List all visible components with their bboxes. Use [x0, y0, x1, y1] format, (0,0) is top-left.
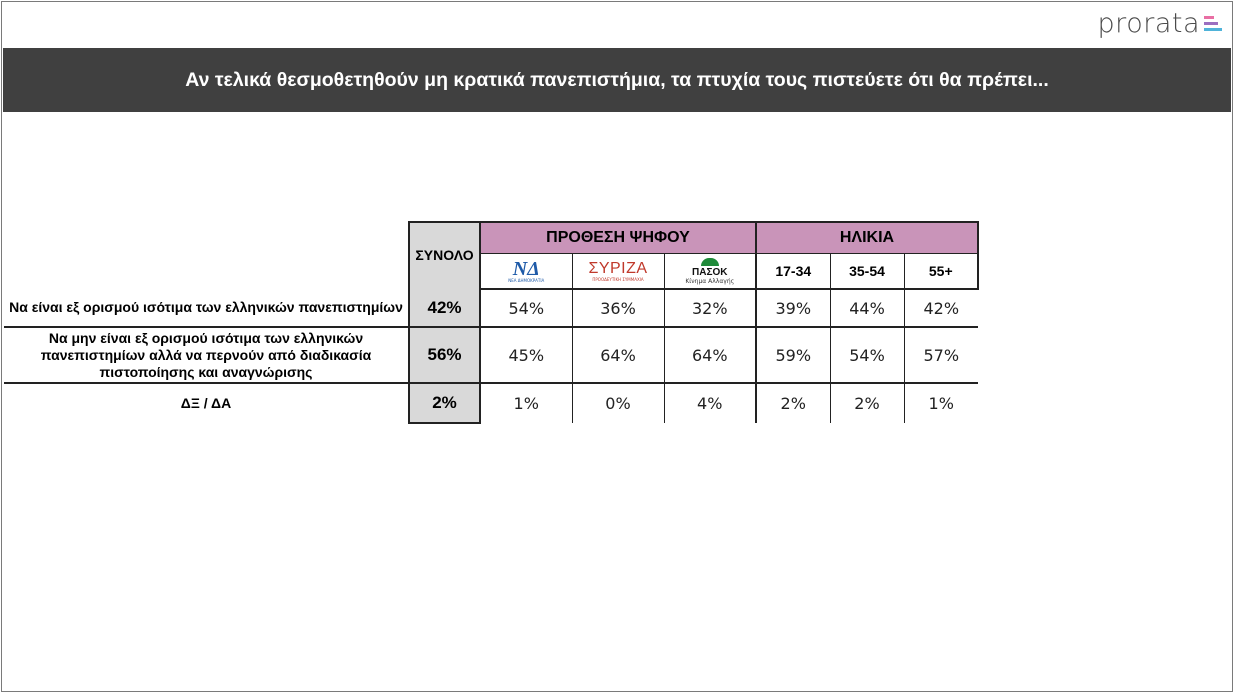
value-cell: 42%	[904, 289, 978, 327]
age-header-17-34: 17-34	[756, 254, 830, 290]
pasok-sun-icon	[701, 258, 719, 266]
value-cell: 32%	[664, 289, 756, 327]
value-cell: 1%	[904, 383, 978, 423]
value-cell: 0%	[572, 383, 664, 423]
party-syriza-header	[572, 254, 664, 290]
value-cell: 39%	[756, 289, 830, 327]
value-cell: 54%	[830, 327, 904, 383]
group-header-age: ΗΛΙΚΙΑ	[756, 222, 978, 254]
title-bar	[3, 48, 1231, 112]
value-cell: 44%	[830, 289, 904, 327]
row-total-value: 2%	[409, 383, 480, 423]
age-header-35-54: 35-54	[830, 254, 904, 290]
nd-logo-icon: ΝΔ	[512, 257, 540, 280]
group-header-vote-intention: ΠΡΟΘΕΣΗ ΨΗΦΟΥ	[480, 222, 756, 254]
syriza-logo-icon: ΣΥΡΙΖΑ	[588, 260, 648, 277]
logo-bars-icon	[1204, 16, 1222, 31]
pasok-logo-text: ΠΑΣΟΚ	[692, 266, 728, 278]
syriza-logo-subtitle: ΠΡΟΟΔΕΥΤΙΚΗ ΣΥΜΜΑΧΙΑ	[592, 277, 644, 282]
table-row	[4, 327, 978, 383]
table-row	[4, 289, 978, 327]
row-total-value: 42%	[409, 289, 480, 327]
crosstab-table	[4, 221, 979, 424]
page-title: Αν τελικά θεσμοθετηθούν μη κρατικά πανεπιστήμια, τα πτυχία τους πιστεύετε ότι θα πρέπει...	[185, 68, 1049, 91]
value-cell: 57%	[904, 327, 978, 383]
value-cell: 64%	[664, 327, 756, 383]
row-label: Να μην είναι εξ ορισμού ισότιμα των ελληνικών πανεπιστημίων αλλά να περνούν από διαδικασία πιστοποίησης και αναγνώρισης	[4, 327, 409, 383]
pasok-logo-subtitle: Κίνημα Αλλαγής	[685, 277, 735, 285]
row-total-value: 56%	[409, 327, 480, 383]
value-cell: 45%	[480, 327, 572, 383]
table-row	[4, 383, 978, 423]
party-pasok-header	[664, 254, 756, 290]
prorata-logo	[1098, 6, 1222, 40]
value-cell: 59%	[756, 327, 830, 383]
nd-logo-subtitle: ΝΕΑ ΔΗΜΟΚΡΑΤΙΑ	[508, 277, 545, 283]
value-cell: 2%	[756, 383, 830, 423]
value-cell: 36%	[572, 289, 664, 327]
value-cell: 4%	[664, 383, 756, 423]
corner-cell-2	[4, 254, 409, 290]
corner-cell	[4, 222, 409, 254]
value-cell: 2%	[830, 383, 904, 423]
value-cell: 64%	[572, 327, 664, 383]
logo-text: prorata	[1097, 7, 1200, 39]
value-cell: 54%	[480, 289, 572, 327]
row-label: Να είναι εξ ορισμού ισότιμα των ελληνικών πανεπιστημίων	[4, 289, 409, 327]
party-nd-header	[480, 254, 572, 290]
total-header: ΣΥΝΟΛΟ	[409, 222, 480, 289]
row-label: ΔΞ / ΔΑ	[180, 395, 232, 411]
value-cell: 1%	[513, 394, 539, 413]
age-header-55plus: 55+	[904, 254, 978, 290]
